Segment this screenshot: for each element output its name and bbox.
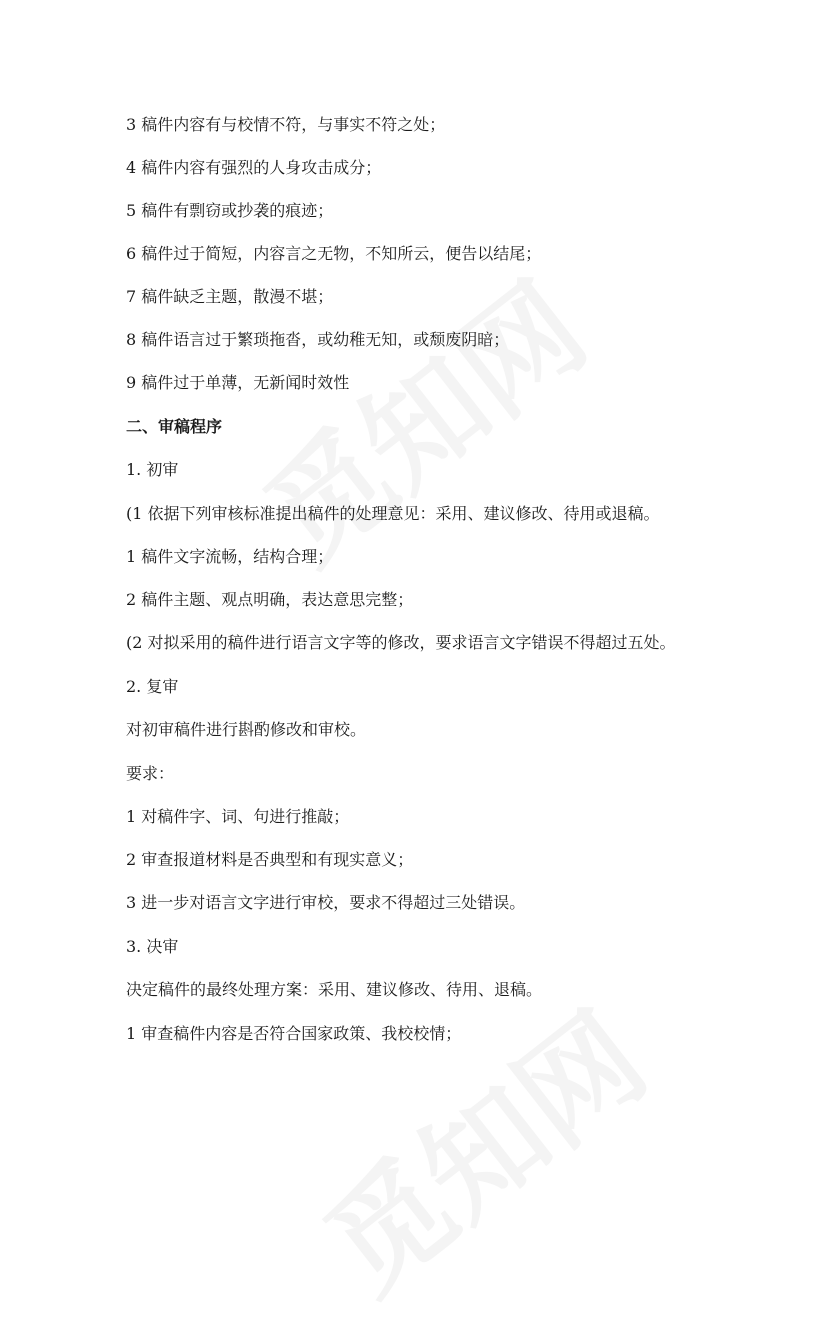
body-line-criterion-3: 3 稿件内容有与校情不符，与事实不符之处； — [126, 115, 446, 134]
body-line-final-req-1: 1 审查稿件内容是否符合国家政策、我校校情； — [126, 1024, 462, 1043]
watermark — [285, 967, 675, 1324]
body-line-initial-standard-2: 2 稿件主题、观点明确，表达意思完整； — [126, 590, 414, 609]
subheading-final-review: 3. 决审 — [126, 937, 179, 956]
body-line-second-req-1: 1 对稿件字、词、句进行推敲； — [126, 807, 350, 826]
section-heading-review-procedure: 二、审稿程序 — [126, 417, 223, 436]
body-line-criterion-9: 9 稿件过于单薄，无新闻时效性 — [126, 373, 350, 392]
body-line-initial-standard-1: 1 稿件文字流畅，结构合理； — [126, 547, 334, 566]
subheading-second-review: 2. 复审 — [126, 677, 179, 696]
body-line-criterion-5: 5 稿件有剽窃或抄袭的痕迹； — [126, 201, 334, 220]
body-line-second-req-2: 2 审查报道材料是否典型和有现实意义； — [126, 850, 414, 869]
body-line-second-req-3: 3 进一步对语言文字进行审校，要求不得超过三处错误。 — [126, 893, 526, 912]
subheading-initial-review: 1. 初审 — [126, 460, 179, 479]
body-line-criterion-4: 4 稿件内容有强烈的人身攻击成分； — [126, 158, 382, 177]
body-line-requirements: 要求： — [126, 764, 175, 783]
body-line-initial-2: (2 对拟采用的稿件进行语言文字等的修改，要求语言文字错误不得超过五处。 — [126, 633, 676, 652]
body-line-criterion-8: 8 稿件语言过于繁琐拖沓，或幼稚无知，或颓废阴暗； — [126, 330, 510, 349]
body-line-initial-1: (1 依据下列审核标准提出稿件的处理意见：采用、建议修改、待用或退稿。 — [126, 504, 660, 523]
body-line-second-desc: 对初审稿件进行斟酌修改和审校。 — [126, 720, 367, 739]
body-line-final-desc: 决定稿件的最终处理方案：采用、建议修改、待用、退稿。 — [126, 980, 543, 999]
body-line-criterion-6: 6 稿件过于简短，内容言之无物，不知所云，便告以结尾； — [126, 244, 542, 263]
body-line-criterion-7: 7 稿件缺乏主题，散漫不堪； — [126, 287, 334, 306]
